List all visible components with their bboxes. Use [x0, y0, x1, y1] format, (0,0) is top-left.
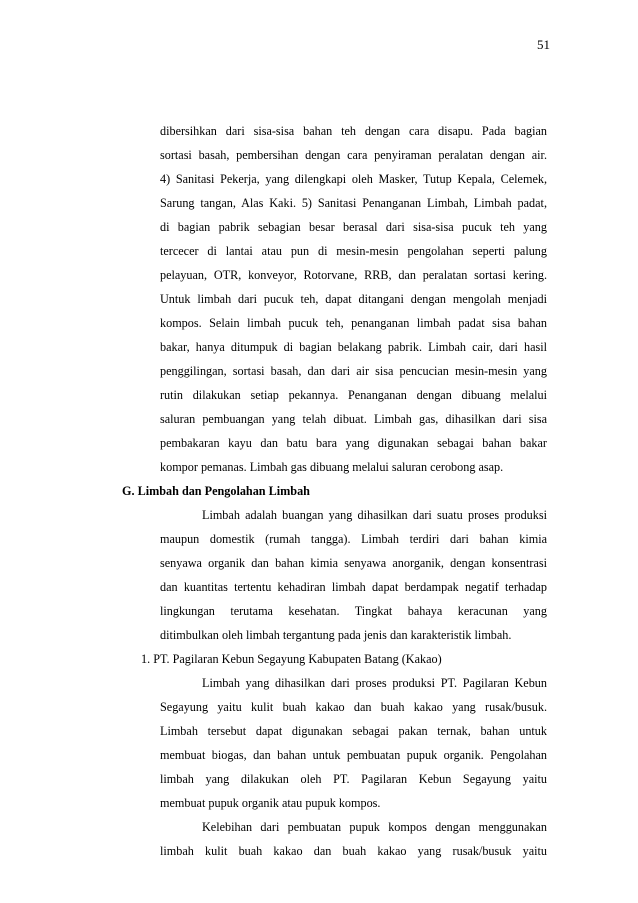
paragraph-line: penggilingan, sortasi basah, dan dari air sisa pencucian mesin-mesin yang: [160, 364, 547, 378]
paragraph-line: kompor pemanas. Limbah gas dibuang melalui saluran cerobong asap.: [160, 460, 504, 474]
paragraph-line: Untuk limbah dari pucuk teh, dapat ditangani dengan mengolah menjadi: [160, 292, 547, 306]
paragraph-line: kompos. Selain limbah pucuk teh, penanganan limbah padat sisa bahan: [160, 316, 547, 330]
paragraph-line: Segayung yaitu kulit buah kakao dan buah kakao yang rusak/busuk.: [160, 700, 547, 714]
paragraph-line: di bagian pabrik sebagian besar berasal dari sisa-sisa pucuk teh yang: [160, 220, 547, 234]
subsection-heading: 1. PT. Pagilaran Kebun Segayung Kabupaten Batang (Kakao): [141, 652, 442, 666]
paragraph-line: dan kuantitas tertentu kehadiran limbah dapat berdampak negatif terhadap: [160, 580, 547, 594]
page-number: 51: [537, 37, 550, 52]
paragraph-line: membuat pupuk organik atau pupuk kompos.: [160, 796, 381, 810]
paragraph-line: Limbah tersebut dapat digunakan sebagai pakan ternak, bahan untuk: [160, 724, 547, 738]
paragraph-line: Kelebihan dari pembuatan pupuk kompos dengan menggunakan: [202, 820, 547, 834]
paragraph-line: ditimbulkan oleh limbah tergantung pada jenis dan karakteristik limbah.: [160, 628, 512, 642]
paragraph-line: Limbah adalah buangan yang dihasilkan dari suatu proses produksi: [202, 508, 547, 522]
paragraph-line: sortasi basah, pembersihan dengan cara penyiraman peralatan dengan air.: [160, 148, 547, 162]
paragraph-line: Limbah yang dihasilkan dari proses produksi PT. Pagilaran Kebun: [202, 676, 547, 690]
paragraph-line: lingkungan terutama kesehatan. Tingkat bahaya keracunan yang: [160, 604, 547, 618]
section-heading: G. Limbah dan Pengolahan Limbah: [122, 484, 310, 498]
paragraph-line: pelayuan, OTR, konveyor, Rotorvane, RRB, dan peralatan sortasi kering.: [160, 268, 547, 282]
paragraph-line: dibersihkan dari sisa-sisa bahan teh dengan cara disapu. Pada bagian: [160, 124, 547, 138]
paragraph-line: maupun domestik (rumah tangga). Limbah terdiri dari bahan kimia: [160, 532, 547, 546]
paragraph-line: bakar, hanya ditumpuk di bagian belakang pabrik. Limbah cair, dari hasil: [160, 340, 547, 354]
paragraph-line: membuat biogas, dan bahan untuk pembuatan pupuk organik. Pengolahan: [160, 748, 547, 762]
paragraph-line: senyawa organik dan bahan kimia senyawa anorganik, dengan konsentrasi: [160, 556, 547, 570]
paragraph-line: 4) Sanitasi Pekerja, yang dilengkapi oleh Masker, Tutup Kepala, Celemek,: [160, 172, 547, 186]
paragraph-line: limbah kulit buah kakao dan buah kakao yang rusak/busuk yaitu: [160, 844, 547, 858]
paragraph-line: limbah yang dilakukan oleh PT. Pagilaran Kebun Segayung yaitu: [160, 772, 547, 786]
paragraph-line: pembakaran kayu dan batu bara yang digunakan sebagai bahan bakar: [160, 436, 547, 450]
paragraph-line: Sarung tangan, Alas Kaki. 5) Sanitasi Penanganan Limbah, Limbah padat,: [160, 196, 547, 210]
paragraph-line: saluran pembuangan yang telah dibuat. Limbah gas, dihasilkan dari sisa: [160, 412, 547, 426]
paragraph-line: rutin dilakukan setiap pekannya. Penanganan dengan dibuang melalui: [160, 388, 547, 402]
paragraph-line: tercecer di lantai atau pun di mesin-mesin pengolahan seperti palung: [160, 244, 547, 258]
